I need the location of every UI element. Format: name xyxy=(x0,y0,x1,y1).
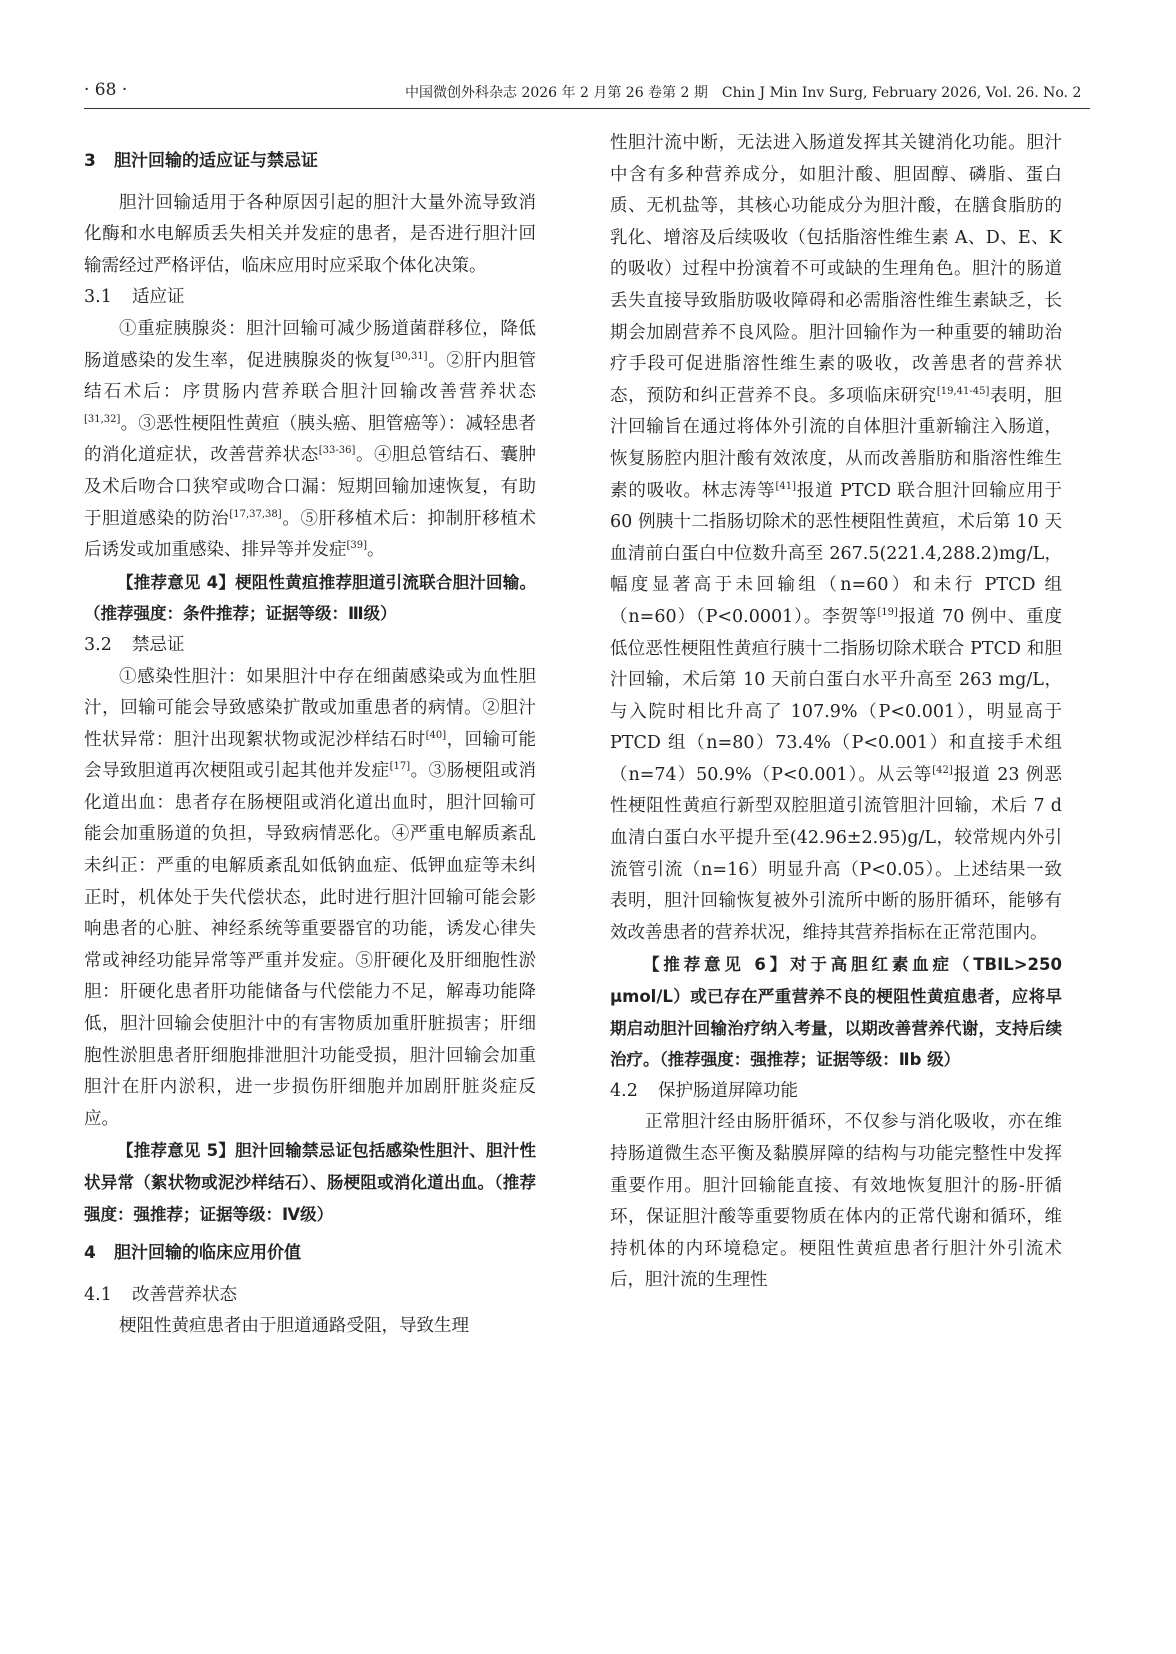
citation: [39] xyxy=(346,540,368,552)
text-run: 报道 PTCD 联合胆汁回输应用于 60 例胰十二指肠切除术的恶性梗阻性黄疸，术后第 10 天血清前白蛋白中位数升高至 267.5(221.4,288.2)mg/L，幅度显著高于未回输组（n=60）和未行 PTCD 组（n=60）（P<0.0001）。李贺等 xyxy=(610,480,1062,627)
text-run: 表明，胆汁回输旨在通过将体外引流的自体胆汁重新输注入肠道，恢复肠腔内胆汁酸有效浓度，从而改善脂肪和脂溶性维生素的吸收。林志涛等 xyxy=(610,385,1063,501)
paragraph xyxy=(84,314,536,567)
text-run: 性胆汁流中断，无法进入肠道发挥其关键消化功能。胆汁中含有多种营养成分，如胆汁酸、胆固醇、磷脂、蛋白质、无机盐等，其核心功能成分为胆汁酸，在膳食脂肪的乳化、增溶及后续吸收（包括脂溶性维生素 A、D、E、K 的吸收）过程中扮演着不可或缺的生理角色。胆汁的肠道丢失直接导致脂肪吸收障碍和必需脂溶性维生素缺乏，长期会加剧营养不良风险。胆汁回输作为一种重要的辅助治疗手段可促进脂溶性维生素的吸收，改善患者的营养状态，预防和纠正营养不良。多项临床研究 xyxy=(610,133,1062,406)
text-run: 。④胆总管结石、囊肿及术后吻合口狭窄或吻合口漏：短期回输加速恢复，有助于胆道感染的防治 xyxy=(84,445,537,529)
section-3-heading xyxy=(84,146,536,178)
citation: [33-36] xyxy=(318,445,356,457)
subsection-title: 适应证 xyxy=(132,287,185,308)
citation: [19,41-45] xyxy=(936,385,990,397)
text-run: 。⑤肝移植术后：抑制肝移植术后诱发或加重感染、排异等并发症 xyxy=(84,508,537,561)
text-run: 报道 23 例恶性梗阻性黄疸行新型双腔胆道引流管胆汁回输，术后 7 d 血清白蛋白水平提升至(42.96±2.95)g/L，较常规内外引流管引流（n=16）明显升高（P<0.05）。上述结果一致表明，胆汁回输恢复被外引流所中断的肠肝循环，能够有效改善患者的营养状况，维持其营养指标在正常范围内。 xyxy=(610,764,1062,943)
paragraph: 胆汁回输适用于各种原因引起的胆汁大量外流导致消化酶和水电解质丢失相关并发症的患者，是否进行胆汁回输需经过严格评估，临床应用时应采取个体化决策。 xyxy=(84,192,536,276)
citation: [19] xyxy=(877,607,898,619)
recommendation-6: 【推荐意见 6】对于高胆红素血症（TBIL>250 μmol/L）或已存在严重营养不良的梗阻性黄疸患者，应将早期启动胆汁回输治疗纳入考量，以期改善营养代谢，支持后续治疗。（推荐强度：强推荐；证据等级：Ⅱb 级） xyxy=(610,955,1062,1070)
text-run: ，回输可能会导致胆道再次梗阻或引起其他并发症 xyxy=(84,729,536,782)
subsection-3-1-heading xyxy=(84,282,536,314)
text-run: 。③恶性梗阻性黄疸（胰头癌、胆管癌等）：减轻患者的消化道症状，改善营养状态 xyxy=(84,413,536,466)
paragraph: 正常胆汁经由肠肝循环，不仅参与消化吸收，亦在维持肠道微生态平衡及黏膜屏障的结构与功能完整性中发挥重要作用。胆汁回输能直接、有效地恢复胆汁的肠-肝循环，保证胆汁酸等重要物质在体内的正常代谢和循环，维持机体的内环境稳定。梗阻性黄疸患者行胆汁外引流术后，胆汁流的生理性 xyxy=(610,1112,1062,1291)
subsection-title: 改善营养状态 xyxy=(132,1284,237,1305)
paragraph: 梗阻性黄疸患者由于胆道通路受阻，导致生理 xyxy=(119,1316,469,1337)
section-title: 胆汁回输的适应证与禁忌证 xyxy=(114,151,318,171)
citation: [31,32] xyxy=(84,413,121,425)
left-column xyxy=(84,138,536,1343)
section-number: 4 xyxy=(84,1243,96,1264)
paragraph xyxy=(84,662,536,1136)
citation: [41] xyxy=(775,480,796,492)
subsection-number: 3.1 xyxy=(84,287,112,308)
citation: [42] xyxy=(932,765,953,777)
text-run: ①感染性胆汁：如果胆汁中存在细菌感染或为血性胆汁，回输可能会导致感染扩散或加重患者的病情。②胆汁性状异常：胆汁出现絮状物或泥沙样结石时 xyxy=(84,666,536,750)
header-rule xyxy=(84,108,1090,109)
subsection-title: 保护肠道屏障功能 xyxy=(658,1080,798,1101)
section-number: 3 xyxy=(84,151,96,171)
subsection-number: 3.2 xyxy=(84,634,112,655)
text-run: ①重症胰腺炎：胆汁回输可减少肠道菌群移位，降低肠道感染的发生率，促进胰腺炎的恢复 xyxy=(84,318,536,371)
text-run: 。③肠梗阻或消化道出血：患者存在肠梗阻或消化道出血时，胆汁回输可能会加重肠道的负担，导致病情恶化。④严重电解质紊乱未纠正：严重的电解质紊乱如低钠血症、低钾血症等未纠正时，机体处于失代偿状态，此时进行胆汁回输可能会影响患者的心脏、神经系统等重要器官的功能，诱发心律失常或神经功能异常等严重并发症。⑤肝硬化及肝细胞性淤胆：肝硬化患者肝功能储备与代偿能力不足，解毒功能降低，胆汁回输会使胆汁中的有害物质加重肝脏损害；肝细胞性淤胆患者肝细胞排泄胆汁功能受损，胆汁回输会加重胆汁在肝内淤积，进一步损伤肝细胞并加剧肝脏炎症反应。 xyxy=(84,761,537,1129)
subsection-number: 4.1 xyxy=(84,1284,112,1305)
running-header: 中国微创外科杂志 2026 年 2 月第 26 卷第 2 期 Chin J Min Inv Surg, February 2026, Vol. 26. No. 2 xyxy=(405,85,1082,101)
citation: [17] xyxy=(389,761,411,773)
recommendation-5: 【推荐意见 5】胆汁回输禁忌证包括感染性胆汁、胆汁性状异常（絮状物或泥沙样结石）、肠梗阻或消化道出血。（推荐强度：强推荐；证据等级：Ⅳ级） xyxy=(84,1141,536,1224)
subsection-title: 禁忌证 xyxy=(132,634,185,655)
subsection-4-2-heading xyxy=(610,1076,1062,1108)
citation: [40] xyxy=(425,729,447,741)
right-column xyxy=(610,128,1062,1297)
citation: [30,31] xyxy=(391,350,428,362)
paragraph xyxy=(610,128,1062,949)
text-run: 。 xyxy=(367,540,385,561)
recommendation-4: 【推荐意见 4】梗阻性黄疸推荐胆道引流联合胆汁回输。（推荐强度：条件推荐；证据等级：Ⅲ级） xyxy=(84,572,536,624)
subsection-3-2-heading xyxy=(84,630,536,662)
citation: [17,37,38] xyxy=(229,508,282,520)
text-run: 。②肝内胆管结石术后：序贯肠内营养联合胆汁回输改善营养状态 xyxy=(84,350,537,403)
subsection-4-1-heading xyxy=(84,1280,536,1312)
text-run: 报道 70 例中、重度低位恶性梗阻性黄疸行胰十二指肠切除术联合 PTCD 和胆汁回输，术后第 10 天前白蛋白水平升高至 263 mg/L，与入院时相比升高了 107.9%（P<0.001），明显高于 PTCD 组（n=80）73.4%（P<0.001）和直接手术组（n=74）50.9%（P<0.001）。从云等 xyxy=(610,606,1062,785)
section-title: 胆汁回输的临床应用价值 xyxy=(114,1243,301,1264)
subsection-number: 4.2 xyxy=(610,1080,638,1101)
page-number: · 68 · xyxy=(84,80,128,100)
section-4-heading xyxy=(84,1238,536,1270)
